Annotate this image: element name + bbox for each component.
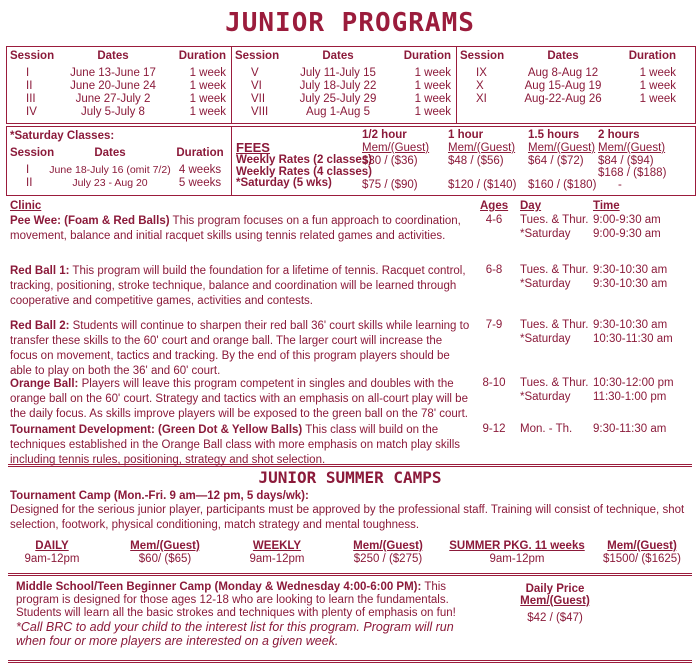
pricing-value: 9am-12pm — [249, 553, 305, 565]
session-duration: 1 week — [414, 80, 451, 92]
pricing-value: $1500/ ($1625) — [602, 553, 681, 565]
clinic-text: Players will leave this program competent in singles and doubles with the orange ball on the 60' court. Strategy and tactics with an emphasis on all-court play will be the daily focus. As skills improve players will be exposed to the green ball on the 78' court. — [10, 378, 468, 420]
clinic-ages: 8-10 — [482, 377, 506, 389]
session-number: I — [26, 67, 30, 79]
session-duration: 1 week — [414, 93, 451, 105]
dates-header: Dates — [97, 50, 129, 62]
session-number: XI — [476, 93, 487, 105]
daily-price-head: Daily Price — [525, 583, 585, 595]
fee-value: $160 / ($180) — [528, 179, 597, 191]
session-dates: July 25-July 29 — [299, 93, 377, 105]
clinic-day: Tues. & Thur. — [520, 319, 589, 331]
saturday-header-dates: Dates — [94, 147, 126, 159]
clinic-name: Red Ball 2: — [10, 320, 70, 332]
clinic-time: 11:30-1:00 pm — [593, 391, 667, 403]
session-number: VII — [251, 93, 266, 105]
clinic-day: *Saturday — [520, 333, 571, 345]
duration-header: Duration — [178, 50, 226, 62]
session-dates: July 5-July 8 — [81, 106, 145, 118]
clinic-time: 10:30-12:00 pm — [593, 377, 674, 389]
session-dates: July 11-July 15 — [300, 67, 376, 79]
fee-col-head: 2 hours — [598, 129, 640, 141]
session-number: III — [26, 93, 36, 105]
clinic-day: Tues. & Thur. — [520, 214, 589, 226]
clinic-name: Pee Wee: (Foam & Red Balls) — [10, 215, 170, 227]
clinic-time: 9:30-10:30 am — [593, 264, 668, 276]
clinic-text: This program focuses on a fun approach to coordination, movement, balance and initial racquet skills using tennis related games and activities. — [10, 215, 461, 242]
session-number: X — [476, 80, 484, 92]
fee-value: $30 / ($36) — [362, 155, 418, 167]
fees-label-2: Weekly Rates (2 classes) — [236, 154, 372, 166]
session-duration: 1 week — [639, 93, 676, 105]
clinic-ages: 7-9 — [485, 319, 503, 331]
session-number: VI — [251, 80, 262, 92]
saturday-dates: June 18-July 16 (omit 7/2) — [49, 164, 171, 176]
saturday-dates: July 23 - Aug 20 — [72, 177, 148, 189]
clinic-ages: 4-6 — [485, 214, 503, 226]
saturday-header-session: Session — [10, 147, 55, 159]
clinic-description — [10, 423, 472, 468]
clinic-time: 9:00-9:30 am — [593, 214, 661, 226]
tournament-camp-desc: Designed for the serious junior player, participants must be approved by the professional staff. Training will consist of technique, shot selection, footwork, physical conditioning, match strategy and mental toughness. — [10, 504, 685, 531]
daily-price-sub: Mem/(Guest) — [520, 595, 590, 607]
fee-value: $64 / ($72) — [528, 155, 584, 167]
clinic-name: Tournament Development: (Green Dot & Yellow Balls) — [10, 424, 303, 436]
fees-heading: FEES — [236, 140, 270, 155]
session-number: II — [26, 80, 33, 92]
fee-col-sub: Mem/(Guest) — [448, 142, 516, 154]
fee-value: $48 / ($56) — [448, 155, 504, 167]
session-dates: June 20-June 24 — [70, 80, 156, 92]
daily-price-value: $42 / ($47) — [527, 612, 583, 624]
dates-header: Dates — [322, 50, 354, 62]
clinic-time: 9:00-9:30 am — [593, 228, 661, 240]
duration-header: Duration — [628, 50, 676, 62]
session-duration: 1 week — [189, 80, 226, 92]
clinic-day: Tues. & Thur. — [520, 264, 589, 276]
session-number: IV — [26, 106, 37, 118]
fee-value: $75 / ($90) — [362, 179, 418, 191]
saturday-duration: 4 weeks — [178, 164, 222, 176]
pricing-value: 9am-12pm — [24, 553, 80, 565]
session-duration: 1 week — [189, 106, 226, 118]
clinic-description — [10, 319, 472, 379]
session-dates: June 27-July 2 — [75, 93, 151, 105]
time-header: Time — [593, 200, 620, 212]
teen-camp-text: This program is designed for those ages 12-18 who are looking to learn the fundamentals. Students will learn all the basic strokes and techniques with plenty of emphasis on fun! — [16, 581, 456, 619]
fee-col-sub: Mem/(Guest) — [362, 142, 430, 154]
clinic-description — [10, 264, 472, 309]
clinic-text: This program will build the foundation for a lifetime of tennis. Racquet control, tracking, positioning, stroke technique, balance and coordination will be learned through cooperative and competitive games, activities and contests. — [10, 265, 466, 307]
day-header: Day — [520, 200, 542, 212]
page-title: JUNIOR PROGRAMS — [225, 8, 475, 38]
session-dates: Aug 8-Aug 12 — [527, 67, 599, 79]
fee-value: $120 / ($140) — [448, 179, 517, 191]
session-dates: Aug 1-Aug 5 — [306, 106, 370, 118]
teen-camp-title: Middle School/Teen Beginner Camp (Monday & Wednesday 4:00-6:00 PM): — [16, 581, 422, 593]
pricing-head: Mem/(Guest) — [130, 540, 200, 552]
clinic-text: Students will continue to sharpen their red ball 36' court skills while learning to transfer these skills to the 60' court and orange ball. The larger court will increase the focus on movement, tactics and tracking. By the end of this program players should be able to play on both the 36' and 60' court. — [10, 320, 470, 377]
clinic-day: Tues. & Thur. — [520, 377, 589, 389]
fee-col-sub: Mem/(Guest) — [528, 142, 596, 154]
fee-value: - — [618, 179, 622, 191]
pricing-head: SUMMER PKG. 11 weeks — [449, 540, 585, 552]
clinic-time: 9:30-10:30 am — [593, 319, 668, 331]
duration-header: Duration — [403, 50, 451, 62]
clinic-time: 9:30-10:30 am — [593, 278, 668, 290]
session-duration: 1 week — [189, 67, 226, 79]
clinic-ages: 6-8 — [485, 264, 503, 276]
fee-col-head: 1/2 hour — [362, 129, 407, 141]
teen-camp-note: *Call BRC to add your child to the interest list for this program. Program will run when four or more players are interested on a given week. — [16, 620, 454, 648]
fees-label-sat: *Saturday (5 wks) — [236, 177, 332, 189]
saturday-session: II — [26, 177, 33, 189]
session-header: Session — [460, 50, 505, 62]
fee-col-head: 1.5 hours — [528, 129, 580, 141]
tournament-camp-title: Tournament Camp (Mon.-Fri. 9 am—12 pm, 5 days/wk): — [10, 490, 309, 502]
saturday-heading: *Saturday Classes: — [10, 130, 115, 142]
fee-col-sub: Mem/(Guest) — [598, 142, 666, 154]
clinic-time: 10:30-11:30 am — [593, 333, 673, 345]
teen-camp-desc — [16, 581, 476, 620]
saturday-session: I — [26, 164, 30, 176]
session-number: V — [251, 67, 259, 79]
session-header: Session — [235, 50, 280, 62]
dates-header: Dates — [547, 50, 579, 62]
session-duration: 1 week — [639, 67, 676, 79]
session-dates: June 13-June 17 — [70, 67, 156, 79]
ages-header: Ages — [480, 200, 509, 212]
session-number: VIII — [251, 106, 269, 118]
fee-col-head: 1 hour — [448, 129, 484, 141]
session-duration: 1 week — [189, 93, 226, 105]
pricing-head: Mem/(Guest) — [353, 540, 423, 552]
clinic-day: *Saturday — [520, 391, 571, 403]
fees-label-4: Weekly Rates (4 classes) — [236, 166, 372, 178]
session-duration: 1 week — [414, 67, 451, 79]
session-duration: 1 week — [414, 106, 451, 118]
pricing-head: Mem/(Guest) — [607, 540, 677, 552]
pricing-value: $60/ ($65) — [138, 553, 192, 565]
clinic-time: 9:30-11:30 am — [593, 423, 667, 435]
clinic-name: Red Ball 1: — [10, 265, 70, 277]
clinic-description — [10, 214, 472, 244]
pricing-value: $250 / ($275) — [353, 553, 423, 565]
clinic-day: Mon. - Th. — [520, 423, 573, 435]
saturday-header-duration: Duration — [176, 147, 224, 159]
pricing-value: 9am-12pm — [489, 553, 545, 565]
session-dates: Aug-22-Aug 26 — [524, 93, 602, 105]
session-number: IX — [476, 67, 487, 79]
session-header: Session — [10, 50, 55, 62]
clinic-day: *Saturday — [520, 278, 571, 290]
clinic-day: *Saturday — [520, 228, 571, 240]
session-dates: Aug 15-Aug 19 — [524, 80, 602, 92]
clinic-header: Clinic — [10, 200, 42, 212]
clinic-description — [10, 377, 472, 422]
saturday-duration: 5 weeks — [178, 177, 222, 189]
fee-value: $84 / ($94) — [598, 155, 654, 167]
pricing-head: WEEKLY — [252, 540, 302, 552]
clinic-ages: 9-12 — [482, 423, 506, 435]
pricing-head: DAILY — [35, 540, 69, 552]
session-dates: July 18-July 22 — [299, 80, 377, 92]
clinic-name: Orange Ball: — [10, 378, 79, 390]
camps-heading: JUNIOR SUMMER CAMPS — [258, 468, 442, 487]
clinic-text: This class will build on the techniques established in the Orange Ball class with more emphasis on match play skills including tennis rules, positioning, strategy and shot selection. — [10, 424, 460, 466]
session-duration: 1 week — [639, 80, 676, 92]
fee-value: $168 / ($188) — [598, 167, 667, 179]
